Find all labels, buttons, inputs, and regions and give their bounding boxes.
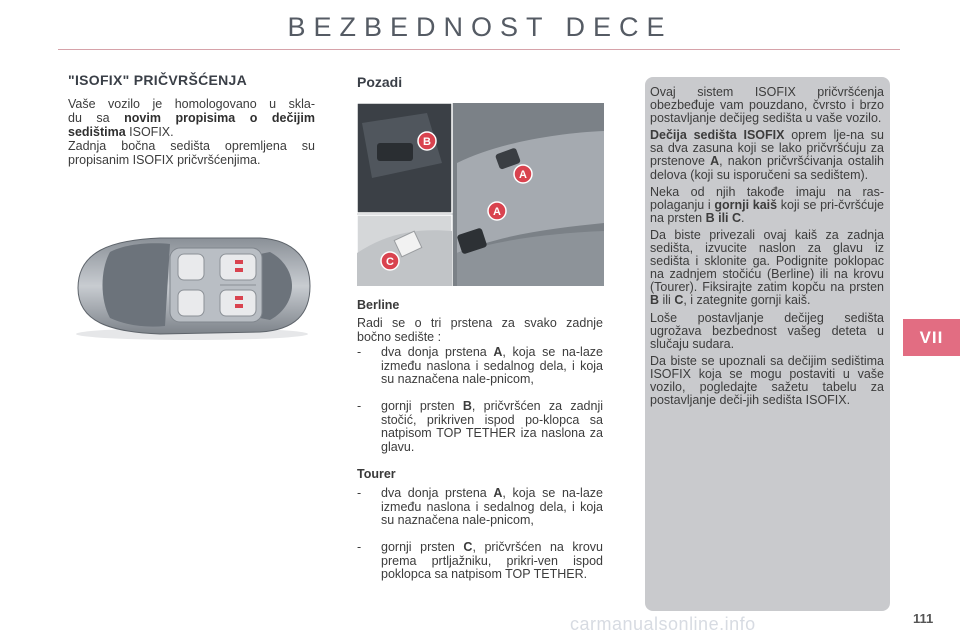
info-paragraph-5: Loše postavljanje dečijeg sedišta ugrožava bezbednost vašeg deteta u slučaju sudara. <box>650 310 884 351</box>
svg-text:C: C <box>386 256 394 268</box>
page-number: 111 <box>913 611 934 626</box>
info-box-text <box>650 86 884 411</box>
berline-item-b: - gornji prsten B, pričvršćen za zadnji stočić, prikriven ispod po-klopca sa natpisom TOP TETHER iza naslona za glavu. <box>357 399 603 454</box>
photo-label-a2 <box>488 202 506 220</box>
svg-text:A: A <box>519 169 527 181</box>
section-title: "ISOFIX" PRIČVRŠĆENJA <box>68 72 248 88</box>
info-paragraph-2: Dečija sedišta ISOFIX oprem lje-na su sa dva zasuna koji se lako pričvršćuju za prstenove A, nakon pričvršćivanja ostalih delova (koji su isporučeni sa sedištem). <box>650 128 885 182</box>
svg-text:B: B <box>423 136 431 148</box>
watermark: carmanualsonline.info <box>570 614 756 634</box>
info-paragraph-3: Neka od njih takođe imaju na ras-polaganju i gornji kaiš koji se pri-čvršćuje na prsten B ili C. <box>650 184 884 225</box>
info-paragraph-6: Da biste se upoznali sa dečijim sedištima ISOFIX koja se mogu postaviti u vaše vozilo, pogledajte sažetu tabelu za postavljanje deči-jih sedišta ISOFIX. <box>650 353 884 408</box>
photo-label-b <box>418 132 436 150</box>
info-paragraph-1: Ovaj sistem ISOFIX pričvršćenja obezbeđuje vam pouzdano, čvrsto i brzo postavljanje dečijeg sedišta u vaše vozilo. <box>650 85 884 126</box>
chapter-tab[interactable]: VII <box>903 319 960 356</box>
intro-paragraph: Vaše vozilo je homologovano u skla- du sa novim propisima o dečijim sedištima ISOFIX. <box>68 97 315 140</box>
tourer-item-c: - gornji prsten C, pričvršćen na krovu prema prtljažniku, prikri-ven ispod poklopca sa natpisom TOP TETHER. <box>357 540 603 582</box>
isofix-photo <box>357 103 604 286</box>
info-paragraph-4: Da biste privezali ovaj kaiš za zadnja sedišta, izvucite naslon za glavu iz sedišta i sklonite ga. Podignite poklopac na zadnjem stočiću (Berline) ili na krovu (Tourer). Fiksirajte zatim kopču na prsten B ili C, i zategnite gornji kaiš. <box>650 227 884 308</box>
header-divider <box>58 49 900 50</box>
car-top-view-illustration <box>70 230 315 342</box>
intro-paragraph-2: Zadnja bočna sedišta opremljena su propisanim ISOFIX pričvršćenjima. <box>68 139 315 168</box>
tourer-title: Tourer <box>357 467 396 481</box>
berline-intro: Radi se o tri prstena za svako zadnje bočno sedište : <box>357 316 603 345</box>
inset-c <box>357 215 452 286</box>
rear-section-title: Pozadi <box>357 74 403 90</box>
inset-b <box>357 103 452 213</box>
tourer-item-a: - dva donja prstena A, koja se na-laze između naslona i sedalnog dela, i koja su naznačena nale-pnicom, <box>357 486 603 528</box>
photo-label-a1 <box>514 165 532 183</box>
page-header-title: BEZBEDNOST DECE <box>287 12 673 42</box>
berline-item-a: - dva donja prstena A, koja se na-laze između naslona i sedalnog dela, i koja su naznačena nale-pnicom, <box>357 345 603 387</box>
photo-label-c <box>381 252 399 270</box>
svg-text:A: A <box>493 206 501 218</box>
berline-title: Berline <box>357 298 400 312</box>
